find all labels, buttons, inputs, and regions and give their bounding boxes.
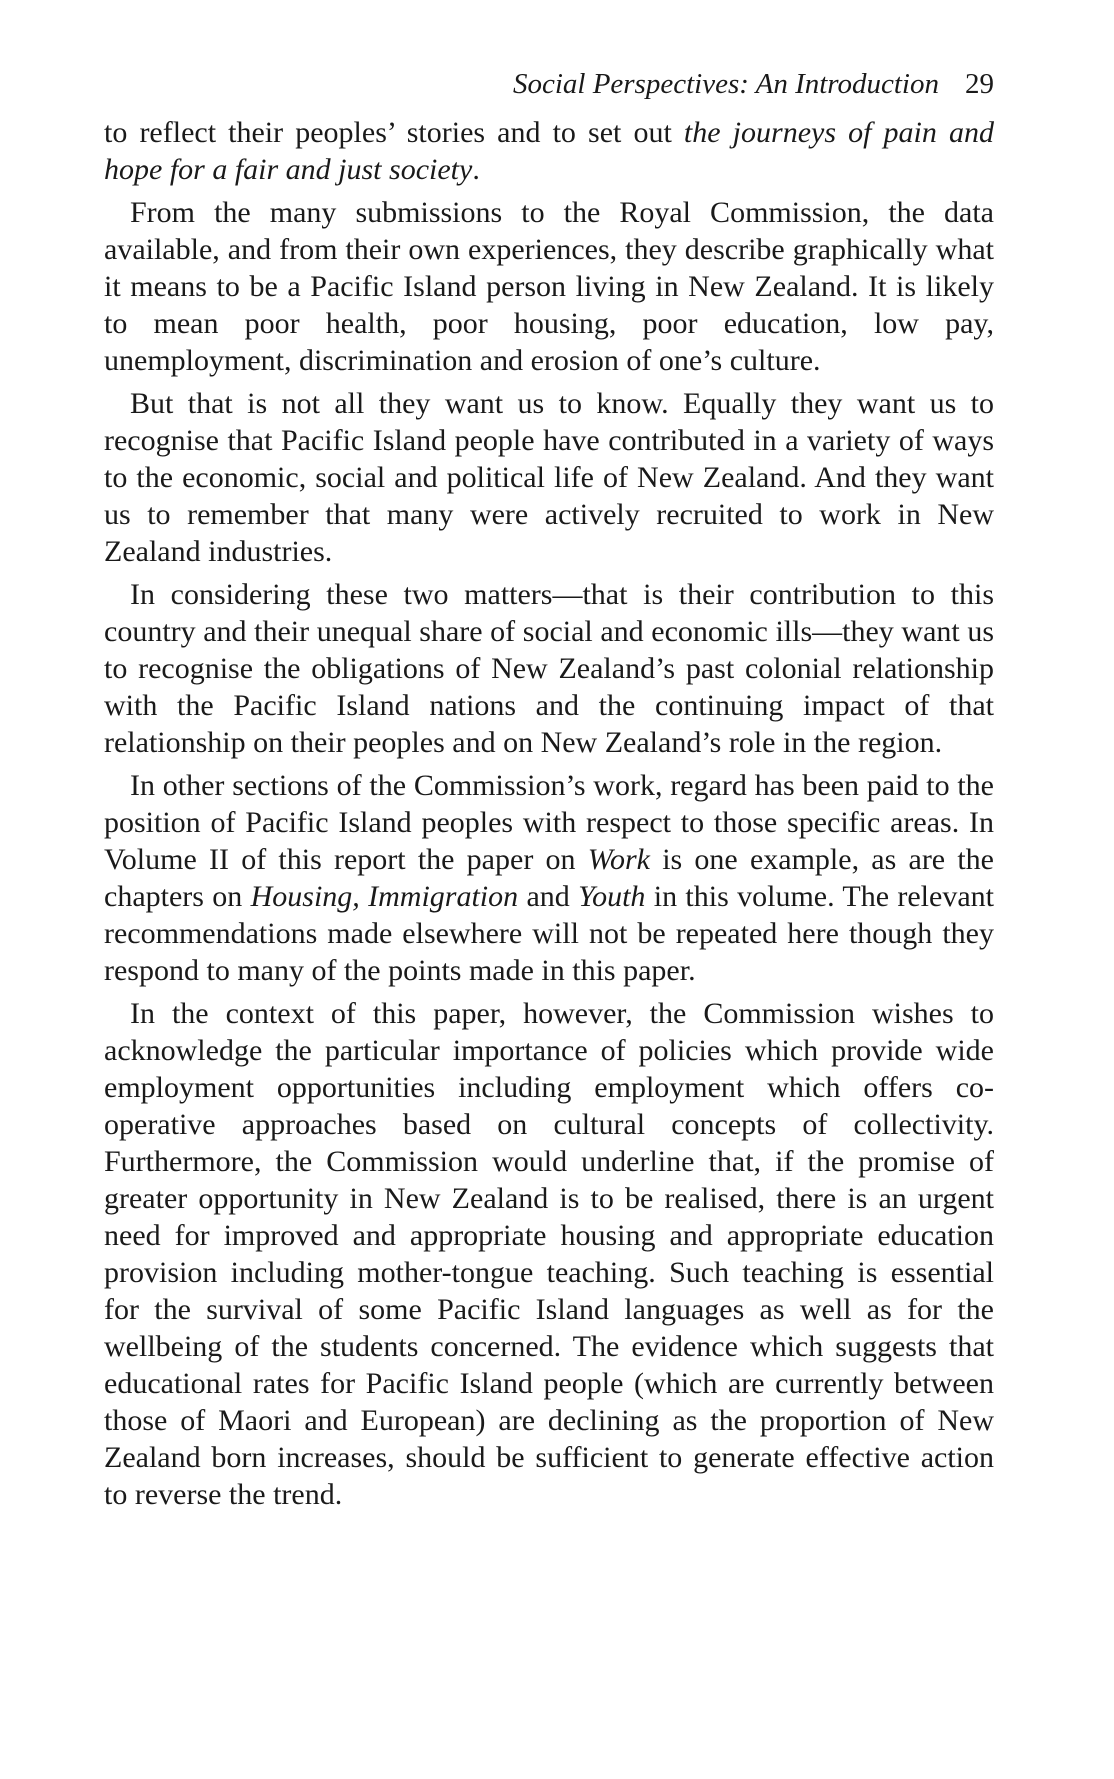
paragraph-continued xyxy=(104,114,994,188)
body-text xyxy=(104,114,994,1513)
paragraph: In considering these two matters—that is their contribution to this country and their unequal share of social and economic ills—they want us to recognise the obligations of New Zealand’s past colonial relationship with the Pacific Island nations and the continuing impact of that relationship on their peoples and on New Zealand’s role in the region. xyxy=(104,578,994,759)
paragraph: In the context of this paper, however, the Commission wishes to acknowledge the particular importance of policies which provide wide employment opportunities including employment which offers co-operative approaches based on cultural concepts of collectivity. Furthermore, the Commission would underline that, if the promise of greater opportunity in New Zealand is to be realised, there is an urgent need for improved and appropriate housing and appropriate education provision including mother-tongue teaching. Such teaching is essential for the survival of some Pacific Island languages as well as for the wellbeing of the students concerned. The evidence which suggests that educational rates for Pacific Island people (which are currently between those of Maori and European) are declining as the proportion of New Zealand born increases, should be sufficient to generate effective action to reverse the trend. xyxy=(104,997,994,1511)
paragraph-text: in this volume. The relevant recommendations made elsewhere will not be repeated here though they respond to many of the points made in this paper. xyxy=(104,880,994,987)
paragraph: But that is not all they want us to know. Equally they want us to recognise that Pacific Island people have contributed in a variety of ways to the economic, social and political life of New Zealand. And they want us to remember that many were actively recruited to work in New Zealand industries. xyxy=(104,387,994,568)
book-page xyxy=(104,68,994,1519)
paragraph-text: to reflect their peoples’ stories and to set out xyxy=(104,116,684,149)
paragraph-text: . xyxy=(472,153,480,186)
paragraph-text: is one example, as are the chapters on xyxy=(104,843,994,913)
italic-phrase: the journeys of pain and hope for a fair and just society xyxy=(104,116,994,186)
italic-title-housing-immigration: Housing, Immigration xyxy=(250,880,519,913)
running-header xyxy=(104,68,994,114)
page-number: 29 xyxy=(965,68,994,100)
italic-title-youth: Youth xyxy=(578,880,646,913)
running-title: Social Perspectives: An Introduction xyxy=(512,68,939,100)
paragraph: From the many submissions to the Royal Commission, the data available, and from their own experiences, they describe graphically what it means to be a Pacific Island person living in New Zealand. It is likely to mean poor health, poor housing, poor education, low pay, unemployment, discrimination and erosion of one’s culture. xyxy=(104,196,994,377)
paragraph-text: In other sections of the Commission’s work, regard has been paid to the position of Pacific Island peoples with respect to those specific areas. In Volume II of this report the paper on xyxy=(104,769,994,876)
italic-title-work: Work xyxy=(587,843,650,876)
paragraph xyxy=(104,767,994,989)
paragraph-text: and xyxy=(518,880,579,913)
